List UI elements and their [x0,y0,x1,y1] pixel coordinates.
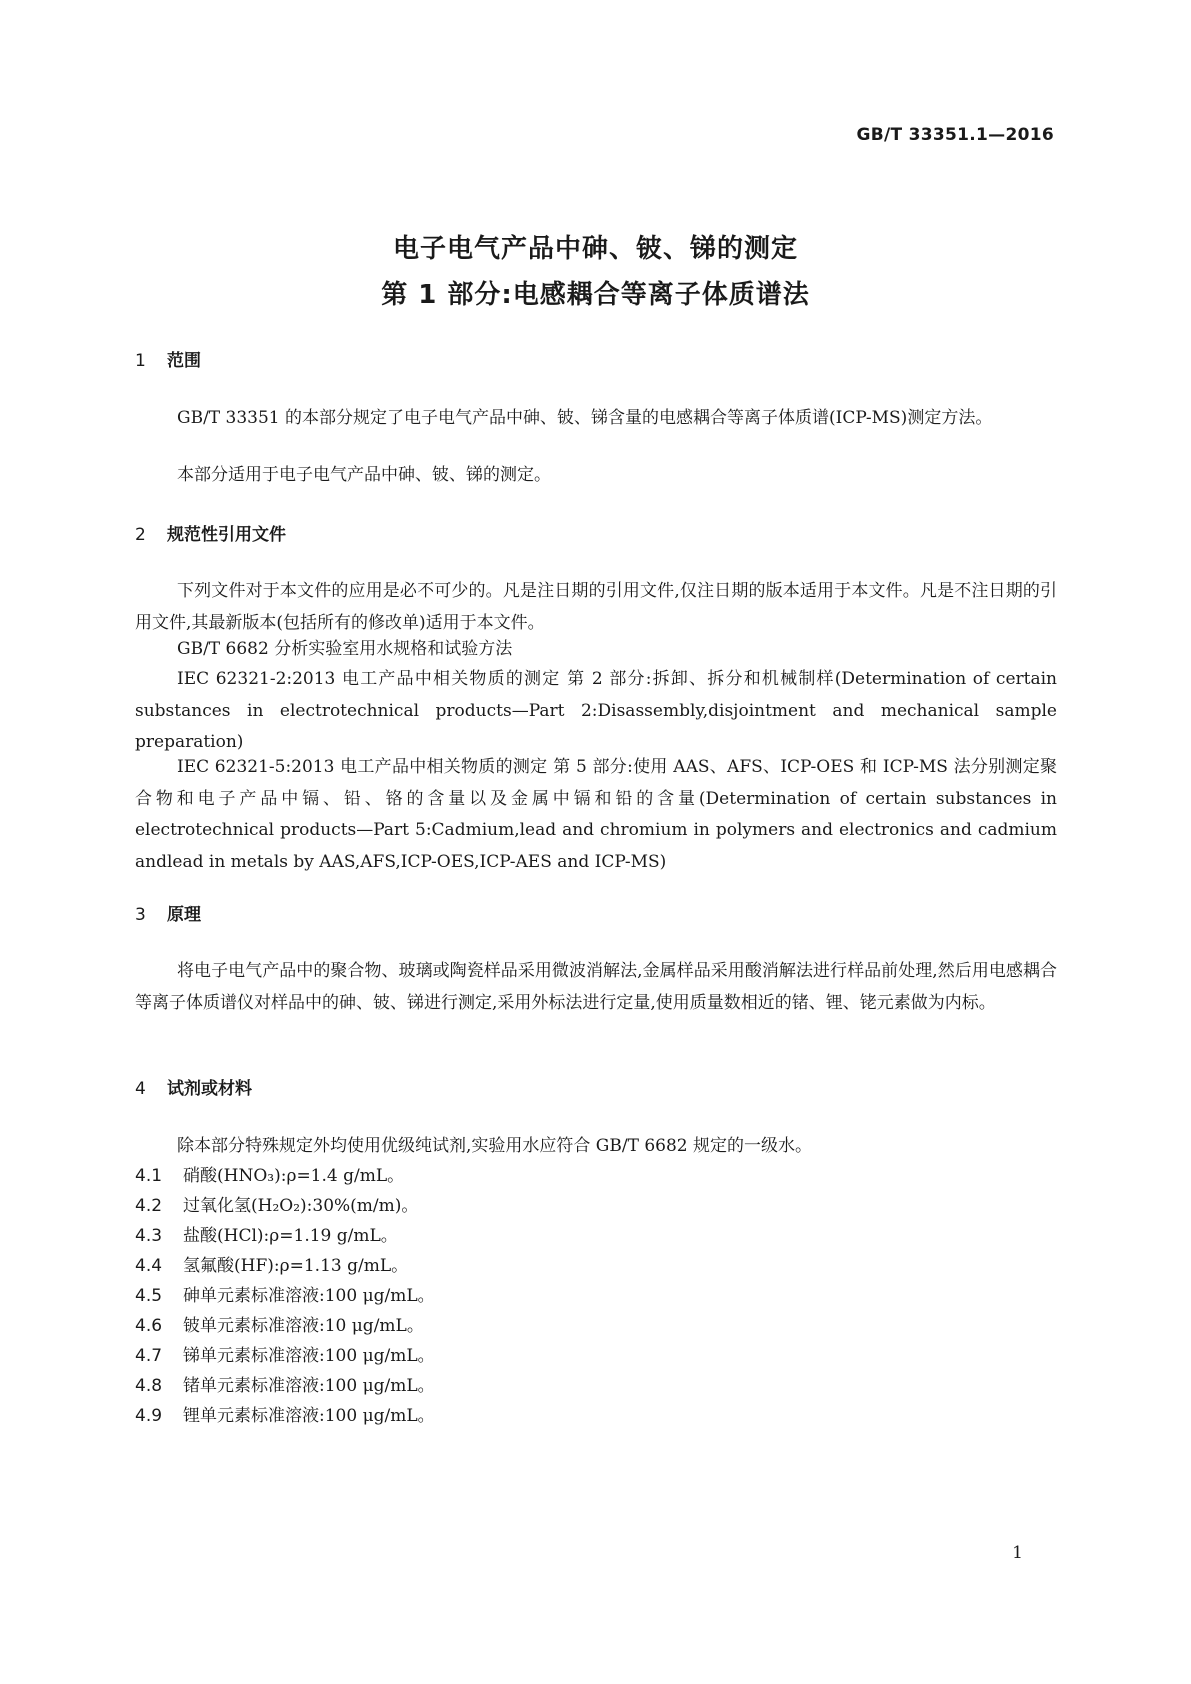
section-title: 范围 [167,351,201,371]
section-number: 2 [135,525,146,545]
section-1-paragraph-2: 本部分适用于电子电气产品中砷、铍、锑的测定。 [177,465,551,485]
item-text: 铍单元素标准溶液:10 μg/mL。 [183,1316,424,1336]
item-number: 4.1 [135,1166,163,1186]
section-number: 3 [135,905,146,925]
section-title: 试剂或材料 [167,1079,252,1099]
section-3-paragraph-1: 将电子电气产品中的聚合物、玻璃或陶瓷样品采用微波消解法,金属样品采用酸消解法进行样品前处理,然后用电感耦合等离子体质谱仪对样品中的砷、铍、锑进行测定,采用外标法进行定量,使用质量数相近的锗、锂、铑元素做为内标。 [135,961,1057,1013]
item-text: 氢氟酸(HF):ρ=1.13 g/mL。 [183,1256,409,1276]
document-title-line2: 第 1 部分:电感耦合等离子体质谱法 [381,280,810,310]
reagent-item [135,1401,435,1432]
item-number: 4.5 [135,1286,163,1306]
item-number: 4.2 [135,1196,163,1216]
normative-reference-1: GB/T 6682 分析实验室用水规格和试验方法 [177,639,513,659]
reagent-item [135,1371,435,1402]
section-number: 4 [135,1079,146,1099]
item-number: 4.7 [135,1346,163,1366]
standard-number: GB/T 33351.1—2016 [856,125,1054,145]
section-4-paragraph-1: 除本部分特殊规定外均使用优级纯试剂,实验用水应符合 GB/T 6682 规定的一级水。 [177,1136,813,1156]
reagent-item [135,1161,404,1192]
section-2-paragraph-1: 下列文件对于本文件的应用是必不可少的。凡是注日期的引用文件,仅注日期的版本适用于本文件。凡是不注日期的引用文件,其最新版本(包括所有的修改单)适用于本文件。 [135,581,1057,633]
reagent-item [135,1341,435,1372]
reagent-item [135,1311,424,1342]
normative-reference-3: IEC 62321-5:2013 电工产品中相关物质的测定 第 5 部分:使用 AAS、AFS、ICP-OES 和 ICP-MS 法分别测定聚合物和电子产品中镉、铅、铬的含量以及金属中镉和铅的含量(Determination of certain substances in electrotechnical products—Part 5:Cadmium,lead and chromium in polymers and electronics and cadmium andlead in metals by AAS,AFS,ICP-OES,ICP-AES and ICP-MS) [135,757,1057,872]
normative-reference-2: IEC 62321-2:2013 电工产品中相关物质的测定 第 2 部分:拆卸、拆分和机械制样(Determination of certain substances in electrotechnical products—Part 2:Disassembly,disjointment and mechanical sample preparation) [135,669,1057,752]
item-text: 锑单元素标准溶液:100 μg/mL。 [183,1346,435,1366]
section-title: 原理 [167,905,201,925]
section-2-heading [135,520,286,545]
item-number: 4.3 [135,1226,163,1246]
item-number: 4.9 [135,1406,163,1426]
item-number: 4.8 [135,1376,163,1396]
section-1-paragraph-1: GB/T 33351 的本部分规定了电子电气产品中砷、铍、锑含量的电感耦合等离子体质谱(ICP-MS)测定方法。 [177,408,993,428]
item-text: 硝酸(HNO₃):ρ=1.4 g/mL。 [183,1166,405,1186]
section-4-heading [135,1074,252,1099]
item-number: 4.4 [135,1256,163,1276]
item-number: 4.6 [135,1316,163,1336]
section-3-heading [135,900,201,925]
item-text: 锗单元素标准溶液:100 μg/mL。 [183,1376,435,1396]
reagent-item [135,1221,398,1252]
document-title-line1: 电子电气产品中砷、铍、锑的测定 [392,234,798,264]
item-text: 盐酸(HCl):ρ=1.19 g/mL。 [183,1226,398,1246]
reagent-item [135,1251,408,1282]
item-text: 砷单元素标准溶液:100 μg/mL。 [183,1286,435,1306]
item-text: 过氧化氢(H₂O₂):30%(m/m)。 [183,1196,419,1216]
item-text: 锂单元素标准溶液:100 μg/mL。 [183,1406,435,1426]
reagent-item [135,1281,435,1312]
section-title: 规范性引用文件 [167,525,286,545]
section-number: 1 [135,351,146,371]
page-number: 1 [1012,1543,1023,1563]
section-1-heading [135,346,201,371]
reagent-item [135,1191,418,1222]
